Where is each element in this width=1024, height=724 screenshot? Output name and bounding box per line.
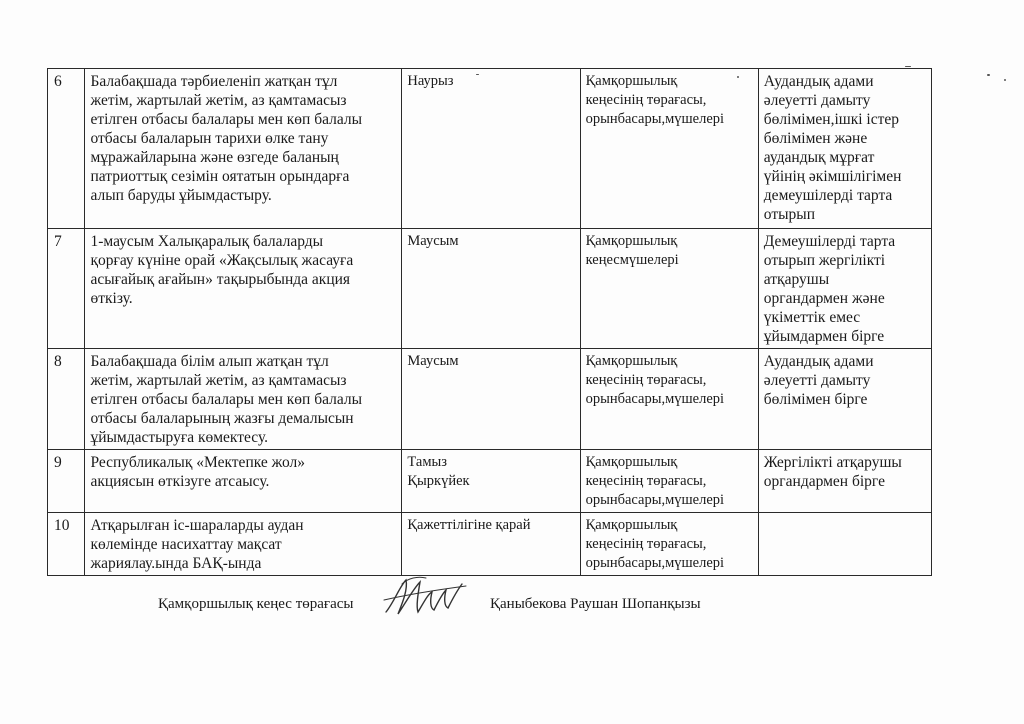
table-row [48, 450, 932, 513]
date-cell: Тамыз Қыркүйек [402, 450, 580, 513]
chairperson-title: Қамқоршылық кеңес төрағасы [158, 596, 354, 612]
responsible-cell: Қамқоршылық кеңесінің төрағасы, орынбасары,мүшелері [580, 349, 758, 450]
row-number: 9 [48, 450, 85, 513]
partners-cell [758, 513, 931, 576]
scan-speck [987, 74, 990, 76]
row-number: 7 [48, 229, 85, 349]
partners-cell: Аудандық адами әлеуетті дамыту бөлімімен бірге [758, 349, 931, 450]
table-row [48, 349, 932, 450]
row-number: 6 [48, 69, 85, 229]
responsible-cell: Қамқоршылық кеңесінің төрағасы, орынбасары,мүшелері [580, 513, 758, 576]
row-number: 8 [48, 349, 85, 450]
date-cell: Маусым [402, 349, 580, 450]
partners-cell: Жергілікті атқарушы органдармен бірге [758, 450, 931, 513]
table-row [48, 513, 932, 576]
scan-speck [1004, 79, 1006, 81]
activity-plan-table [47, 68, 932, 576]
signature-image [380, 572, 470, 622]
responsible-cell: Қамқоршылық кеңесінің төрағасы, орынбасары,мүшелері [580, 450, 758, 513]
table-row [48, 69, 932, 229]
activity-cell: Балабақшада тәрбиеленіп жатқан тұл жетім, жартылай жетім, аз қамтамасыз етілген отбасы балалары мен көп балалы отбасы балаларын тарихи өлке тану мұражайларына және өзгеде баланың патриоттық сезімін оятатын орындарға алып баруды ұйымдастыру. [85, 69, 402, 229]
responsible-cell: Қамқоршылық кеңесінің төрағасы, орынбасары,мүшелері [580, 69, 758, 229]
activity-cell: Атқарылған іс-шараларды аудан көлемінде насихаттау мақсат жариялау.ында БАҚ-ында [85, 513, 402, 576]
scan-speck [737, 76, 739, 78]
scan-speck [476, 74, 479, 75]
activity-cell: Республикалық «Мектепке жол» акциясын өткізуге атсаысу. [85, 450, 402, 513]
scan-speck [905, 66, 911, 67]
chairperson-name: Қаныбекова Раушан Шопанқызы [490, 596, 701, 612]
partners-cell: Демеушілерді тарта отырып жергілікті атқарушы органдармен және үкіметтік емес ұйымдармен бірге [758, 229, 931, 349]
date-cell: Маусым [402, 229, 580, 349]
activity-cell: 1-маусым Халықаралық балаларды қорғау күніне орай «Жақсылық жасауға асығайық ағайын» тақырыбында акция өткізу. [85, 229, 402, 349]
date-cell: Қажеттілігіне қарай [402, 513, 580, 576]
partners-cell: Аудандық адами әлеуетті дамыту бөлімімен,ішкі істер бөлімімен және аудандық мұрғат үйінің әкімшілігімен демеушілерді тарта отырып [758, 69, 931, 229]
date-cell: Наурыз [402, 69, 580, 229]
responsible-cell: Қамқоршылық кеңесмүшелері [580, 229, 758, 349]
activity-cell: Балабақшада білім алып жатқан тұл жетім, жартылай жетім, аз қамтамасыз етілген отбасы балалары мен көп балалы отбасы балаларының жазғы демалысын ұйымдастыруға көмектесу. [85, 349, 402, 450]
table-row [48, 229, 932, 349]
row-number: 10 [48, 513, 85, 576]
